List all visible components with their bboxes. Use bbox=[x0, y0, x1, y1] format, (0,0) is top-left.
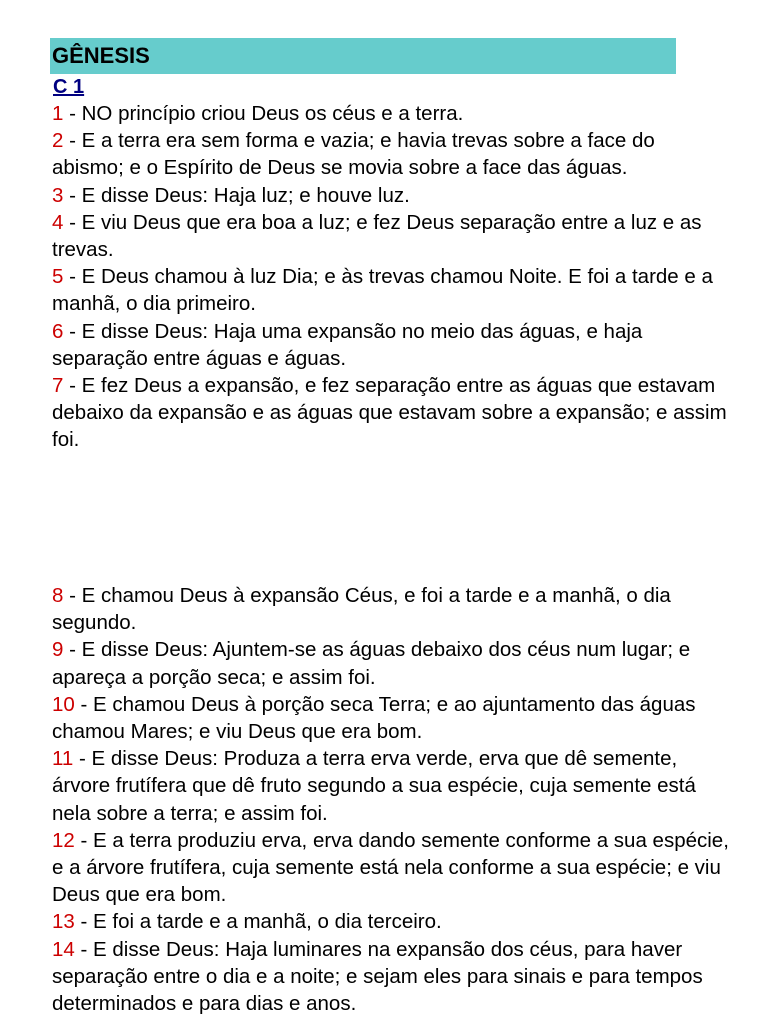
verse-separator: - bbox=[74, 937, 94, 961]
verse-text: E viu Deus que era boa a luz; e fez Deus separação entre a luz e as trevas. bbox=[52, 210, 702, 262]
verse-1 bbox=[52, 100, 732, 127]
verse-number: 1 bbox=[52, 102, 64, 125]
verse-text: E disse Deus: Haja luminares na expansão dos céus, para haver separação entre o dia e a noite; e sejam eles para sinais e para tempos determinados e para dias e anos. bbox=[52, 937, 703, 1016]
verse-2 bbox=[52, 127, 732, 181]
verse-9 bbox=[52, 636, 732, 690]
verse-separator: - bbox=[63, 210, 82, 234]
verse-text: E chamou Deus à porção seca Terra; e ao ajuntamento das águas chamou Mares; e viu Deus que era bom. bbox=[52, 692, 696, 744]
verse-text: E disse Deus: Haja luz; e houve luz. bbox=[81, 183, 410, 207]
verse-number: 2 bbox=[52, 129, 64, 153]
verse-separator: - bbox=[73, 747, 92, 771]
verse-number: 7 bbox=[52, 374, 64, 398]
verses-block-1 bbox=[52, 100, 732, 454]
verse-separator: - bbox=[63, 265, 82, 289]
verse-separator: - bbox=[63, 183, 82, 207]
verse-number: 3 bbox=[52, 183, 64, 207]
verse-5 bbox=[52, 263, 732, 317]
chapter-link[interactable]: C 1 bbox=[53, 76, 85, 98]
verse-text: E disse Deus: Haja uma expansão no meio das águas, e haja separação entre águas e águas. bbox=[52, 319, 643, 370]
verse-separator: - bbox=[74, 692, 94, 716]
verse-separator: - bbox=[63, 102, 82, 125]
verse-separator: - bbox=[74, 828, 94, 852]
verse-7 bbox=[52, 372, 732, 454]
verse-number: 11 bbox=[52, 747, 74, 771]
verse-number: 5 bbox=[52, 265, 64, 289]
verse-number: 6 bbox=[52, 319, 64, 343]
verse-text: E a terra era sem forma e vazia; e havia trevas sobre a face do abismo; e o Espírito de Deus se movia sobre a face das águas. bbox=[52, 129, 655, 180]
verse-separator: - bbox=[63, 374, 82, 398]
verse-text: E chamou Deus à expansão Céus, e foi a tarde e a manhã, o dia segundo. bbox=[52, 584, 671, 635]
verse-number: 8 bbox=[52, 584, 64, 607]
verse-number: 9 bbox=[52, 638, 64, 662]
verse-text: E foi a tarde e a manhã, o dia terceiro. bbox=[93, 910, 442, 934]
verse-separator: - bbox=[63, 584, 82, 607]
verse-12 bbox=[52, 827, 732, 909]
verse-6 bbox=[52, 318, 732, 372]
verse-13 bbox=[52, 908, 732, 935]
verse-number: 4 bbox=[52, 210, 64, 234]
verse-separator: - bbox=[74, 910, 94, 934]
verse-text: E disse Deus: Ajuntem-se as águas debaixo dos céus num lugar; e apareça a porção seca; e assim foi. bbox=[52, 638, 691, 689]
verse-8 bbox=[52, 582, 732, 636]
verse-3 bbox=[52, 182, 732, 209]
verse-4 bbox=[52, 209, 732, 263]
verse-text: E disse Deus: Produza a terra erva verde, erva que dê semente, árvore frutífera que dê fruto segundo a sua espécie, cuja semente está nela sobre a terra; e assim foi. bbox=[52, 747, 696, 825]
verse-10 bbox=[52, 691, 732, 745]
verse-separator: - bbox=[63, 319, 82, 343]
verse-11 bbox=[52, 745, 732, 827]
verse-text: E a terra produziu erva, erva dando semente conforme a sua espécie, e a árvore frutífera, cuja semente está nela conforme a sua espécie; e viu Deus que era bom. bbox=[52, 828, 729, 907]
book-title: GÊNESIS bbox=[50, 38, 676, 74]
verse-number: 13 bbox=[52, 910, 75, 934]
verse-number: 10 bbox=[52, 692, 75, 716]
verses-block-2 bbox=[52, 582, 732, 1017]
verse-text: E Deus chamou à luz Dia; e às trevas chamou Noite. E foi a tarde e a manhã, o dia primeiro. bbox=[52, 265, 713, 316]
verse-14 bbox=[52, 936, 732, 1018]
verse-text: NO princípio criou Deus os céus e a terra. bbox=[81, 102, 464, 125]
verse-text: E fez Deus a expansão, e fez separação entre as águas que estavam debaixo da expansão e as águas que estavam sobre a expansão; e assim foi. bbox=[52, 374, 727, 452]
verse-separator: - bbox=[63, 638, 82, 662]
verse-number: 12 bbox=[52, 828, 75, 852]
verse-number: 14 bbox=[52, 937, 75, 961]
verse-separator: - bbox=[63, 129, 82, 153]
